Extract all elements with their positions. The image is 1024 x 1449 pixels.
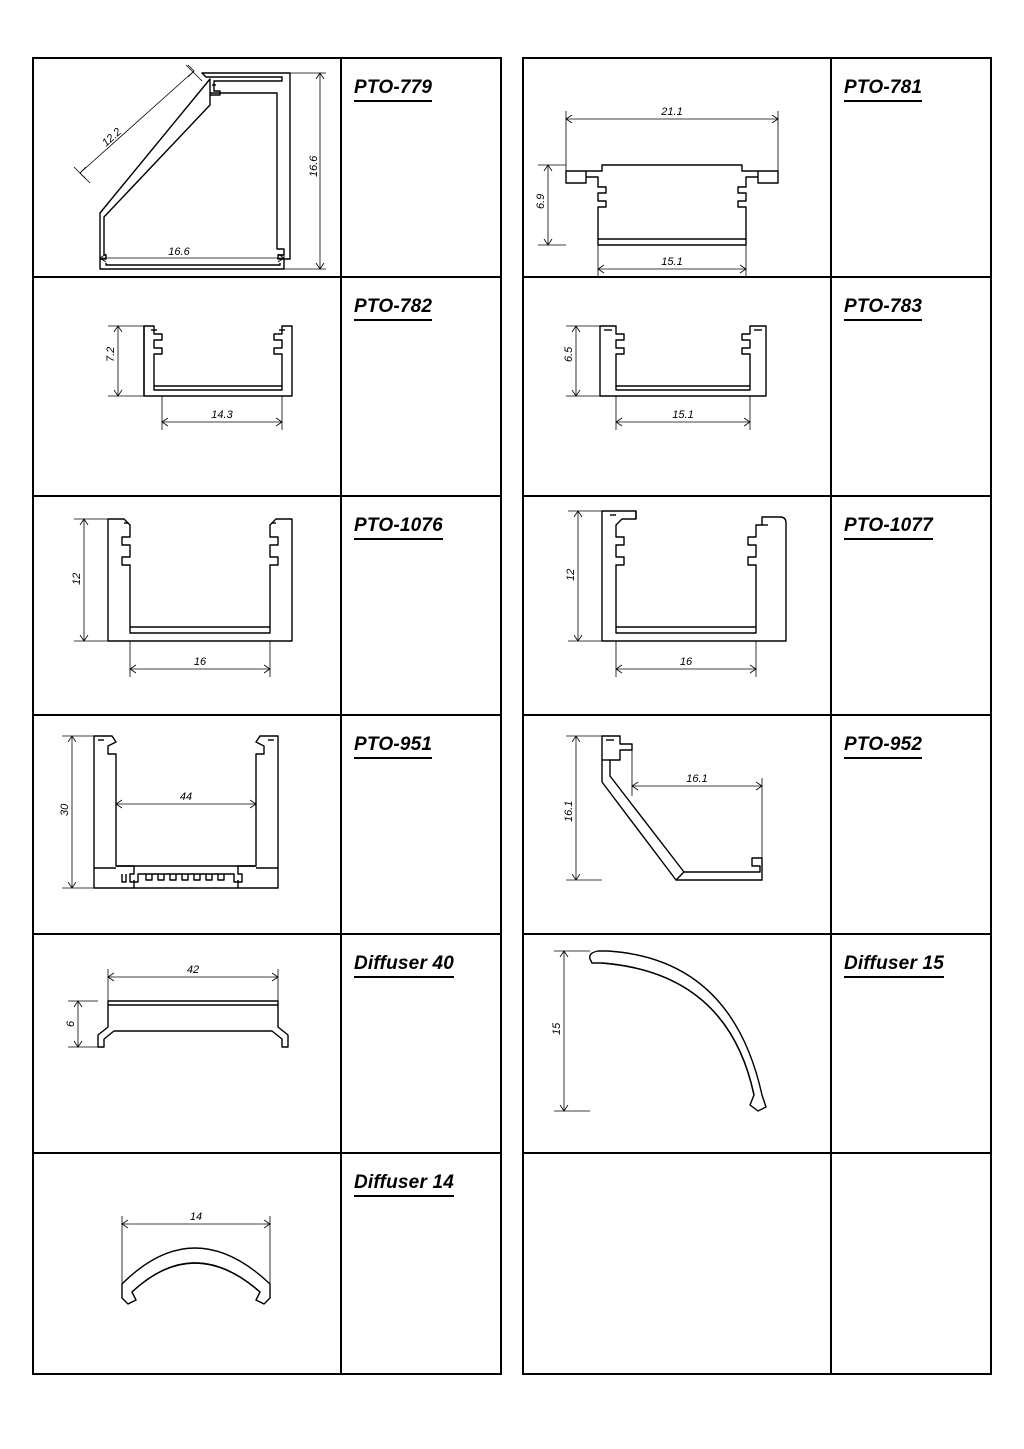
- svg-text:12: 12: [565, 568, 577, 581]
- drawing-pto-782: [34, 278, 342, 495]
- svg-text:16.6: 16.6: [168, 246, 190, 258]
- profile-label: PTO-951: [354, 734, 432, 759]
- drawing-pto-779: [34, 59, 342, 276]
- profile-label: PTO-1077: [844, 515, 933, 540]
- drawing-pto-781: [524, 59, 832, 276]
- svg-text:7.2: 7.2: [105, 346, 117, 362]
- drawing-empty: [524, 1154, 832, 1373]
- label-cell: [832, 716, 990, 933]
- svg-text:30: 30: [59, 803, 71, 816]
- table-row: [34, 1154, 500, 1373]
- table-row: [34, 497, 500, 716]
- profile-grid: [32, 57, 992, 1375]
- label-cell: [342, 935, 500, 1152]
- table-row: [524, 59, 990, 278]
- svg-text:16.1: 16.1: [686, 773, 708, 785]
- svg-text:15: 15: [551, 1022, 563, 1035]
- profile-label: PTO-782: [354, 296, 432, 321]
- profile-label: PTO-781: [844, 77, 922, 102]
- svg-text:21.1: 21.1: [661, 106, 683, 118]
- table-row: [524, 278, 990, 497]
- table-row: [524, 497, 990, 716]
- table-row: [524, 716, 990, 935]
- label-cell: [342, 59, 500, 276]
- profile-label: Diffuser 15: [844, 953, 944, 978]
- label-cell: [342, 1154, 500, 1373]
- label-cell: [832, 59, 990, 276]
- drawing-pto-783: [524, 278, 832, 495]
- svg-text:15.1: 15.1: [661, 256, 683, 268]
- table-row: [34, 278, 500, 497]
- svg-text:44: 44: [179, 791, 193, 803]
- grid-column-left: [32, 57, 502, 1375]
- table-row: [34, 59, 500, 278]
- profile-label: Diffuser 40: [354, 953, 454, 978]
- table-row: [34, 935, 500, 1154]
- svg-text:6.5: 6.5: [563, 346, 575, 362]
- profile-label: PTO-952: [844, 734, 922, 759]
- label-cell: [342, 497, 500, 714]
- svg-text:16: 16: [679, 656, 693, 668]
- drawing-pto-1076: [34, 497, 342, 714]
- svg-text:16: 16: [193, 656, 207, 668]
- table-row: [34, 716, 500, 935]
- svg-text:14.3: 14.3: [211, 409, 233, 421]
- label-cell: [832, 497, 990, 714]
- svg-text:6: 6: [65, 1020, 77, 1027]
- label-cell: [832, 278, 990, 495]
- drawing-diffuser-40: [34, 935, 342, 1152]
- svg-text:16.6: 16.6: [308, 155, 320, 177]
- svg-text:14: 14: [189, 1211, 203, 1223]
- svg-text:15.1: 15.1: [672, 409, 694, 421]
- drawing-diffuser-14: [34, 1154, 342, 1373]
- svg-text:16.1: 16.1: [563, 800, 575, 822]
- label-cell: [342, 716, 500, 933]
- table-row: [524, 935, 990, 1154]
- drawing-diffuser-15: [524, 935, 832, 1152]
- drawing-pto-1077: [524, 497, 832, 714]
- svg-text:12.2: 12.2: [99, 125, 124, 150]
- profile-label: PTO-783: [844, 296, 922, 321]
- profile-label: PTO-1076: [354, 515, 443, 540]
- label-cell-empty: [832, 1154, 990, 1373]
- grid-column-right: [522, 57, 992, 1375]
- label-cell: [832, 935, 990, 1152]
- label-cell: [342, 278, 500, 495]
- drawing-pto-952: [524, 716, 832, 933]
- profile-label: Diffuser 14: [354, 1172, 454, 1197]
- svg-text:12: 12: [71, 572, 83, 585]
- svg-text:42: 42: [186, 964, 200, 976]
- profile-label: PTO-779: [354, 77, 432, 102]
- table-row: [524, 1154, 990, 1373]
- svg-text:6.9: 6.9: [535, 193, 547, 209]
- drawing-pto-951: [34, 716, 342, 933]
